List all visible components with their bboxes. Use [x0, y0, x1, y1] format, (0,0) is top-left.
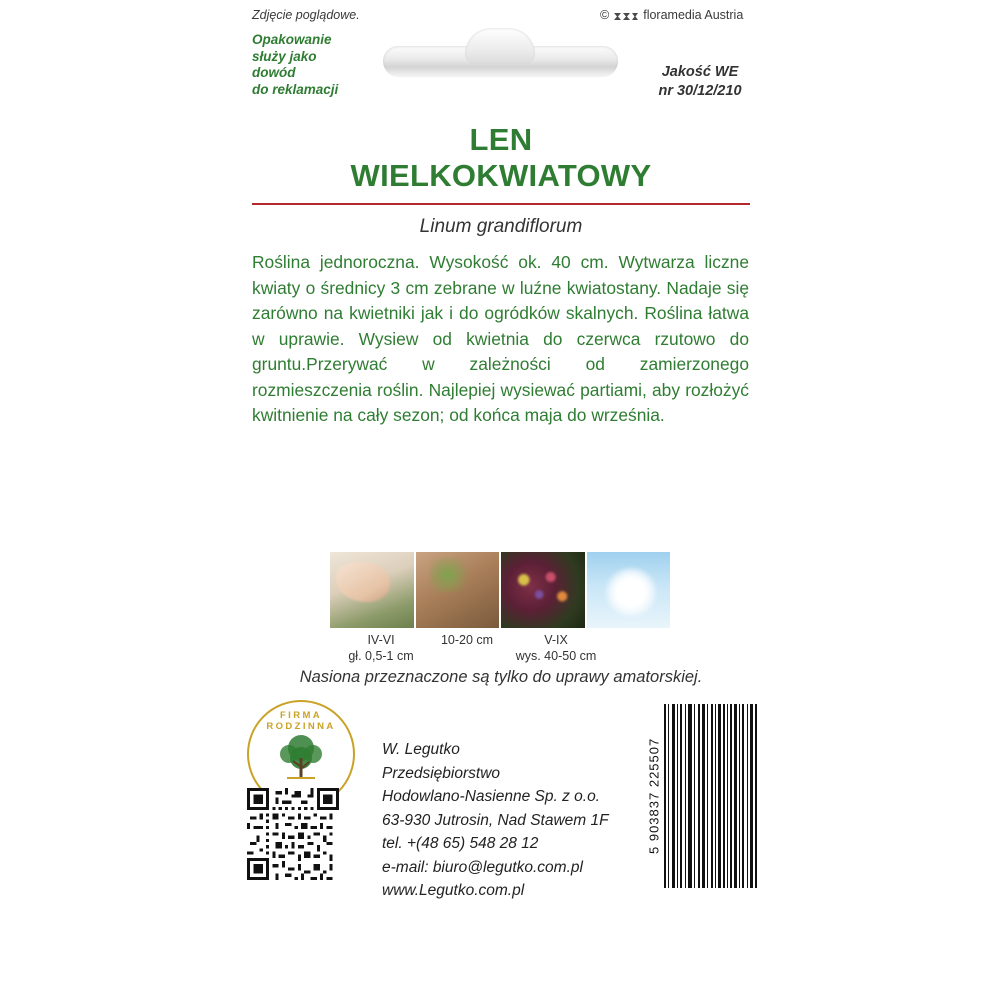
- quality-line-2: nr 30/12/210: [658, 83, 742, 99]
- floramedia-logo-icon: [613, 11, 639, 22]
- company-website[interactable]: www.Legutko.com.pl: [382, 882, 525, 899]
- flowering-months: V-IX: [544, 633, 568, 647]
- reclamation-line-3: dowód: [252, 65, 296, 80]
- reclamation-note: [252, 32, 362, 98]
- qr-code[interactable]: [247, 788, 339, 880]
- barcode-bars: [662, 704, 760, 888]
- description-text: Roślina jednoroczna. Wysokość ok. 40 cm. Wytwarza liczne kwiaty o średnicy 3 cm zebrane w luźne kwiatostany. Nadaje się zarówno na kwietniki jak i do ogródków skalnych. Roślina łatwa w uprawie. Wysiew od kwietnia do czerwca rzutowo do gruntu.Przerywać w zależności od zamierzonego rozmieszczenia roślin. Najlepiej wysiewać partiami, aby rozłożyć kwitnienie na cały sezon; od końca maja do września.: [252, 252, 749, 425]
- photo-note: Zdjęcie poglądowe.: [252, 8, 360, 22]
- flowers-photo-icon: [501, 552, 585, 628]
- company-type-2: Hodowlano-Nasienne Sp. z o.o.: [382, 788, 600, 805]
- plant-height: wys. 40-50 cm: [515, 649, 597, 663]
- pictogram-labels: [330, 632, 730, 668]
- sowing-hand-photo-icon: [330, 552, 414, 628]
- reclamation-line-2: służy jako: [252, 48, 317, 64]
- barcode-digits: 5 903837 225507: [646, 737, 662, 855]
- title-divider: [252, 203, 750, 205]
- floramedia-credit: [600, 8, 743, 22]
- pictogram-label-spacing: [422, 632, 512, 648]
- amateur-use-note: Nasiona przeznaczone są tylko do uprawy amatorskiej.: [299, 668, 703, 686]
- euro-hole-hanger: [383, 28, 618, 90]
- spacing-soil-photo-icon: [416, 552, 500, 628]
- floramedia-text: floramedia Austria: [643, 8, 744, 22]
- company-address: [382, 738, 662, 903]
- quality-mark: [640, 63, 760, 101]
- product-name-line-1: LEN: [469, 122, 533, 157]
- company-street: 63-930 Jutrosin, Nad Stawem 1F: [382, 811, 609, 829]
- product-name-line-2: WIELKOKWIATOWY: [350, 158, 652, 193]
- seal-label: FIRMA RODZINNA: [266, 710, 336, 732]
- company-email[interactable]: e-mail: biuro@legutko.com.pl: [382, 858, 583, 876]
- pictogram-label-sowing: [336, 632, 426, 664]
- sowing-depth: gł. 0,5-1 cm: [348, 649, 414, 663]
- spacing-distance: 10-20 cm: [440, 633, 494, 647]
- latin-name: Linum grandiflorum: [419, 216, 583, 237]
- barcode: [648, 704, 760, 888]
- reclamation-line-4: do reklamacji: [252, 81, 339, 97]
- tree-icon: [273, 730, 329, 786]
- company-type-1: Przedsiębiorstwo: [382, 764, 501, 782]
- company-phone: tel. +(48 65) 548 28 12: [382, 835, 539, 852]
- company-name: W. Legutko: [382, 741, 460, 758]
- reclamation-line-1: Opakowanie: [252, 32, 332, 47]
- hanger-tab: [465, 28, 535, 64]
- sowing-months: IV-VI: [367, 633, 395, 647]
- pictogram-label-flowering: [506, 632, 606, 664]
- pictogram-strip: [330, 552, 670, 628]
- sun-sky-photo-icon: [587, 552, 671, 628]
- quality-line-1: Jakość WE: [661, 64, 739, 80]
- page-title: [252, 122, 750, 194]
- copyright-symbol: ©: [600, 8, 610, 22]
